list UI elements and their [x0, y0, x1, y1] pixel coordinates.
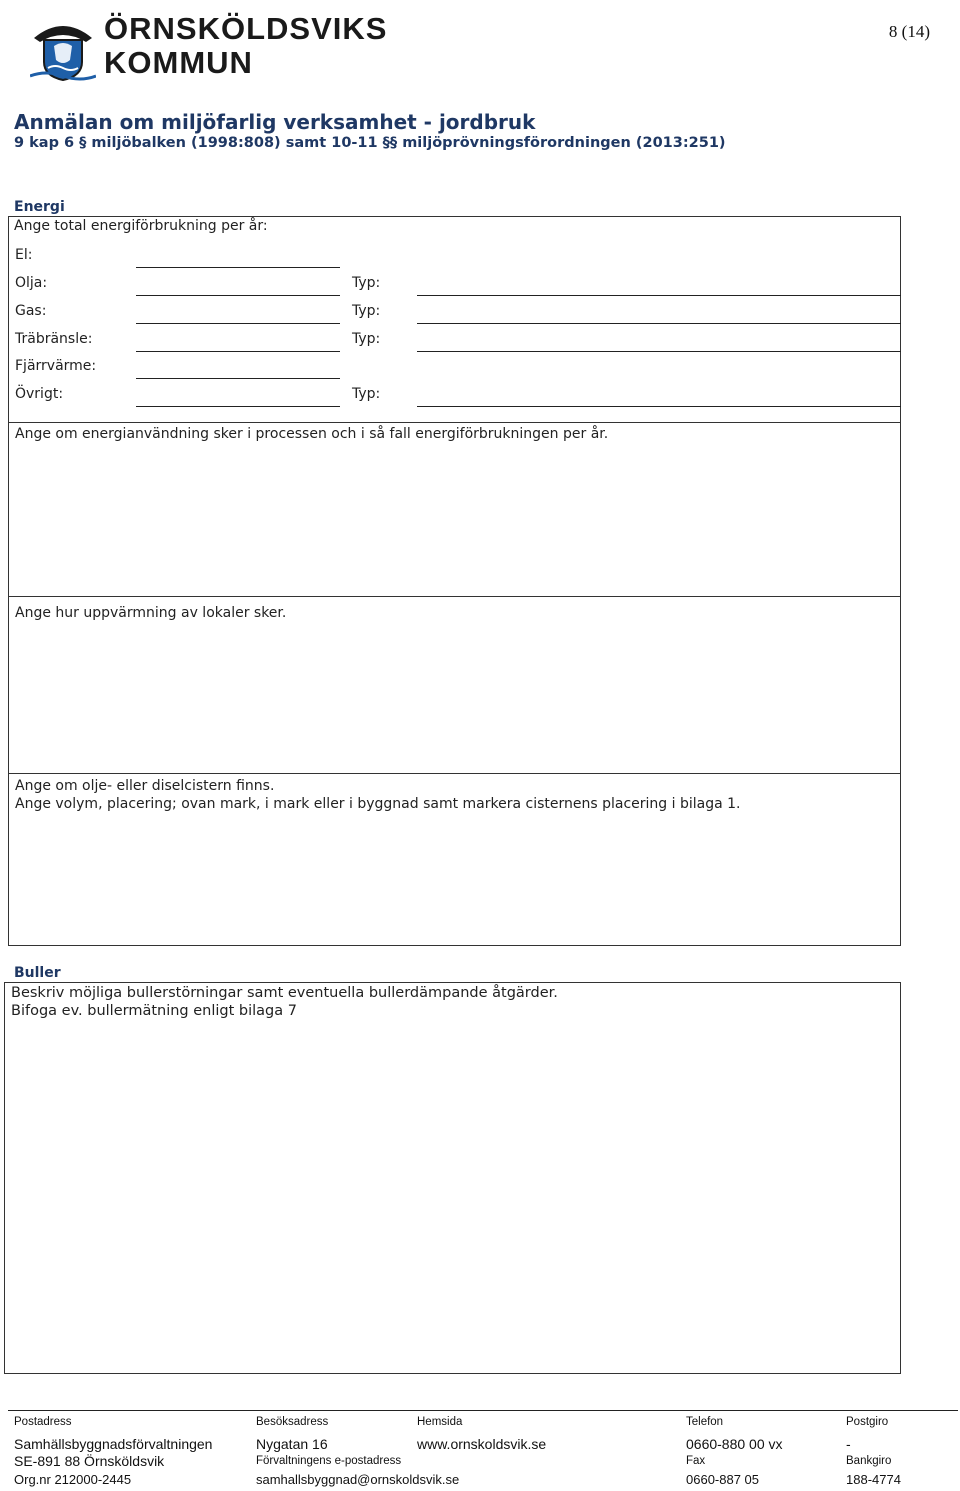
gas-label: Gas: — [15, 303, 47, 319]
process-energy-question: Ange om energianvändning sker i processen och i så fall energiförbrukningen per år. — [15, 426, 609, 442]
ovrigt-typ-field[interactable] — [417, 406, 901, 407]
trabransle-field[interactable] — [136, 351, 340, 352]
coat-of-arms-icon — [30, 10, 96, 82]
municipality-logo — [30, 10, 388, 82]
logo-text-line1: ÖRNSKÖLDSVIKS — [104, 11, 388, 46]
ovrigt-field[interactable] — [136, 406, 340, 407]
footer-bankgiro: 188-4774 — [846, 1472, 901, 1487]
heating-question: Ange hur uppvärmning av lokaler sker. — [15, 605, 287, 621]
cistern-field[interactable] — [8, 773, 901, 946]
footer-divider — [8, 1410, 958, 1411]
el-label: El: — [15, 247, 33, 263]
footer-fax: 0660-887 05 — [686, 1472, 760, 1487]
footer-hemsida-link[interactable]: www.ornskoldsvik.se — [417, 1436, 547, 1452]
footer-besoksadress: Nygatan 16 — [256, 1436, 328, 1452]
document-title: Anmälan om miljöfarlig verksamhet - jordbruk — [14, 110, 536, 134]
footer-epost-caption: Förvaltningens e-postadress — [256, 1455, 402, 1467]
cistern-question-1: Ange om olje- eller diselcistern finns. — [15, 778, 275, 794]
noise-question-2: Bifoga ev. bullermätning enligt bilaga 7 — [11, 1003, 297, 1019]
noise-question-1: Beskriv möjliga bullerstörningar samt eventuella bullerdämpande åtgärder. — [11, 985, 558, 1001]
olja-label: Olja: — [15, 275, 48, 291]
gas-typ-label: Typ: — [352, 303, 381, 319]
footer-postadress-line2: SE-891 88 Örnsköldsvik — [14, 1453, 165, 1469]
footer-telefon-caption: Telefon — [686, 1416, 724, 1428]
document-subtitle: 9 kap 6 § miljöbalken (1998:808) samt 10-11 §§ miljöprövningsförordningen (2013:251) — [14, 135, 726, 151]
heating-field[interactable] — [8, 596, 901, 774]
fjarrvarme-field[interactable] — [136, 378, 340, 379]
footer-orgnr: Org.nr 212000-2445 — [14, 1472, 132, 1487]
cistern-question-2: Ange volym, placering; ovan mark, i mark eller i byggnad samt markera cisternens placering i bilaga 1. — [15, 796, 741, 812]
olja-typ-label: Typ: — [352, 275, 381, 291]
energi-intro: Ange total energiförbrukning per år: — [14, 218, 268, 234]
buller-heading: Buller — [14, 965, 61, 981]
footer-hemsida-caption: Hemsida — [417, 1416, 463, 1428]
fjarrvarme-label: Fjärrvärme: — [15, 358, 97, 374]
footer-postadress-line1: Samhällsbyggnadsförvaltningen — [14, 1436, 213, 1452]
footer-besoksadress-caption: Besöksadress — [256, 1416, 329, 1428]
ovrigt-typ-label: Typ: — [352, 386, 381, 402]
footer-postgiro-caption: Postgiro — [846, 1416, 889, 1428]
footer-telefon: 0660-880 00 vx — [686, 1436, 783, 1452]
ovrigt-label: Övrigt: — [15, 386, 64, 402]
footer-epost[interactable]: samhallsbyggnad@ornskoldsvik.se — [256, 1472, 460, 1487]
noise-field[interactable] — [4, 982, 901, 1374]
trabransle-label: Träbränsle: — [15, 331, 93, 347]
energi-heading: Energi — [14, 199, 65, 215]
footer-fax-caption: Fax — [686, 1455, 706, 1467]
process-energy-field[interactable] — [8, 422, 901, 597]
olja-typ-field[interactable] — [417, 295, 901, 296]
trabransle-typ-label: Typ: — [352, 331, 381, 347]
footer-postgiro: - — [846, 1436, 851, 1452]
footer-bankgiro-caption: Bankgiro — [846, 1455, 892, 1467]
olja-field[interactable] — [136, 295, 340, 296]
el-field[interactable] — [136, 267, 340, 268]
energy-consumption-box — [8, 216, 901, 423]
trabransle-typ-field[interactable] — [417, 351, 901, 352]
gas-typ-field[interactable] — [417, 323, 901, 324]
gas-field[interactable] — [136, 323, 340, 324]
logo-text-line2: KOMMUN — [104, 45, 253, 80]
page-number: 8 (14) — [888, 22, 930, 41]
footer-postadress-caption: Postadress — [14, 1416, 72, 1428]
